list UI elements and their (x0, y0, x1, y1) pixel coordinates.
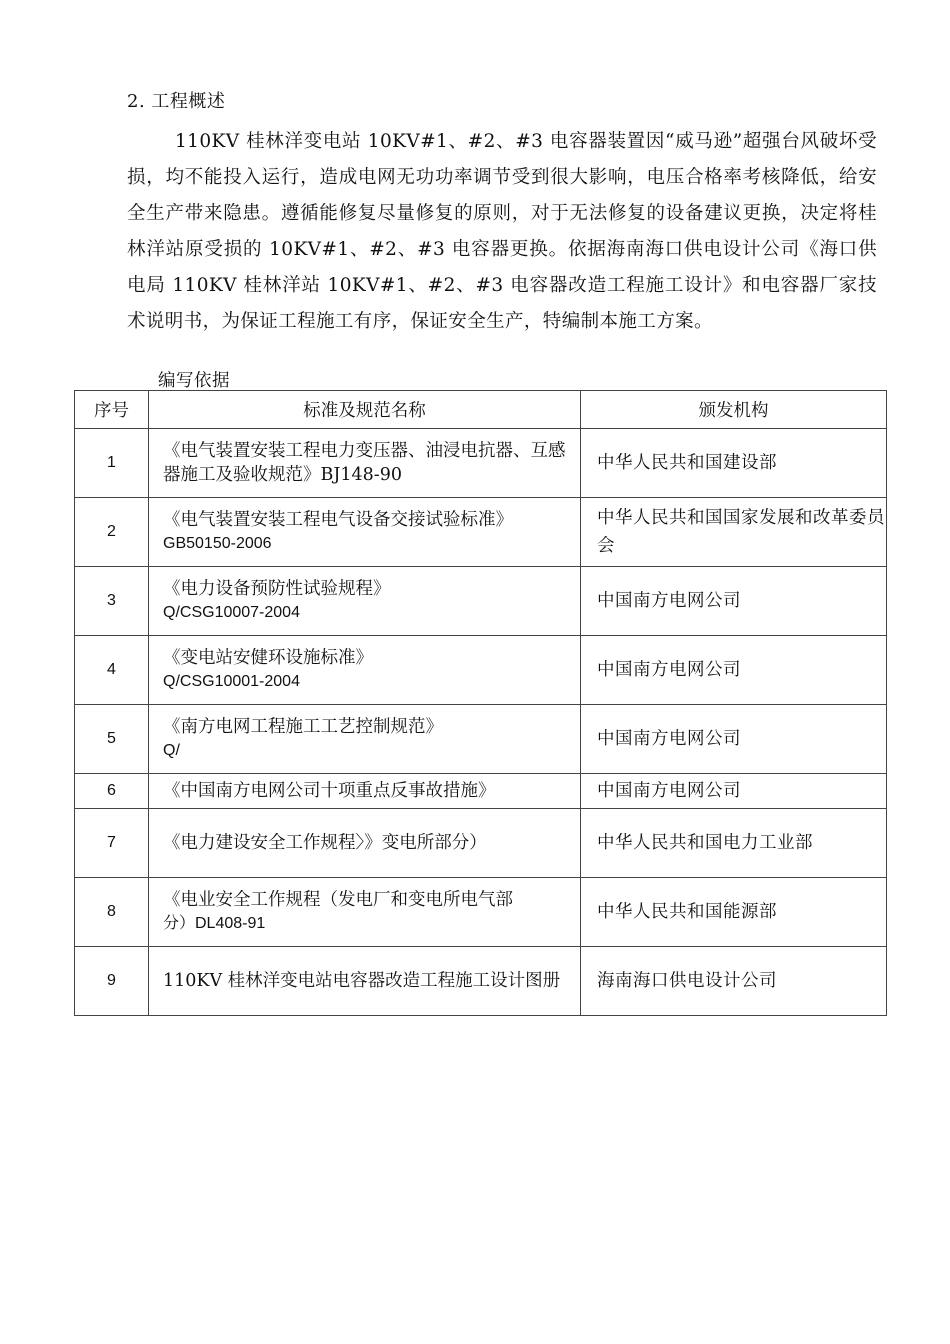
row-name (149, 429, 581, 498)
table-row (75, 947, 887, 1016)
row-name (149, 636, 581, 705)
table-row (75, 636, 887, 705)
row-no: 4 (75, 636, 149, 705)
row-org: 中华人民共和国建设部 (581, 429, 887, 498)
standard-name: 《电力设备预防性试验规程》 (163, 579, 391, 599)
table-row (75, 774, 887, 809)
table-row (75, 878, 887, 947)
row-no: 8 (75, 878, 149, 947)
standard-name: 《中国南方电网公司十项重点反事故措施》 (163, 781, 496, 801)
table-row (75, 567, 887, 636)
row-org: 中国南方电网公司 (581, 636, 887, 705)
row-no: 7 (75, 809, 149, 878)
standard-name: 《电气装置安装工程电力变压器、油浸电抗器、互感器施工及验收规范》BJ148-90 (163, 441, 566, 485)
row-org: 中华人民共和国能源部 (581, 878, 887, 947)
row-name (149, 878, 581, 947)
table-row (75, 809, 887, 878)
row-org: 中国南方电网公司 (581, 567, 887, 636)
standard-code: Q/CSG10001-2004 (163, 673, 300, 690)
row-no: 6 (75, 774, 149, 809)
standard-code: 分）DL408-91 (163, 915, 266, 932)
header-org: 颁发机构 (581, 391, 887, 429)
section-heading: 2. 工程概述 (127, 91, 226, 112)
standard-name: 《电气装置安装工程电气设备交接试验标准》 (163, 510, 513, 530)
standard-name: 《电力建设安全工作规程〉》变电所部分） (163, 833, 487, 853)
row-org: 中华人民共和国电力工业部 (581, 809, 887, 878)
row-no: 2 (75, 498, 149, 567)
row-name (149, 567, 581, 636)
header-name: 标准及规范名称 (149, 391, 581, 429)
row-org: 中国南方电网公司 (581, 705, 887, 774)
row-name (149, 774, 581, 809)
row-no: 9 (75, 947, 149, 1016)
table-row (75, 498, 887, 567)
row-no: 5 (75, 705, 149, 774)
standard-name: 《电业安全工作规程（发电厂和变电所电气部 (163, 890, 513, 910)
row-org: 中国南方电网公司 (581, 774, 887, 809)
row-name (149, 705, 581, 774)
standard-code: GB50150-2006 (163, 535, 272, 552)
standard-name: 110KV 桂林洋变电站电容器改造工程施工设计图册 (163, 971, 561, 991)
basis-title: 编写依据 (158, 371, 230, 391)
table-row (75, 429, 887, 498)
row-name (149, 498, 581, 567)
standard-name: 《变电站安健环设施标准》 (163, 648, 373, 668)
row-name (149, 947, 581, 1016)
row-org: 海南海口供电设计公司 (581, 947, 887, 1016)
row-no: 3 (75, 567, 149, 636)
standard-code: Q/CSG10007-2004 (163, 604, 300, 621)
row-name (149, 809, 581, 878)
standards-table (74, 390, 887, 1016)
header-no: 序号 (75, 391, 149, 429)
table-row (75, 705, 887, 774)
row-no: 1 (75, 429, 149, 498)
row-org: 中华人民共和国国家发展和改革委员会 (581, 498, 887, 567)
standard-name: 《南方电网工程施工工艺控制规范》 (163, 717, 443, 737)
standard-code: Q/ (163, 742, 180, 759)
overview-paragraph: 110KV 桂林洋变电站 10KV#1、#2、#3 电容器装置因“威马逊”超强台风破坏受损，均不能投入运行，造成电网无功功率调节受到很大影响，电压合格率考核降低，给安全生产带来隐患。遵循能修复尽量修复的原则，对于无法修复的设备建议更换，决定将桂林洋站原受损的 10KV#1、#2、#3 电容器更换。依据海南海口供电设计公司《海口供电局 110KV 桂林洋站 10KV#1、#2、#3 电容器改造工程施工设计》和电容器厂家技术说明书，为保证工程施工有序，保证安全生产，特编制本施工方案。 (127, 131, 877, 332)
table-header-row (75, 391, 887, 429)
